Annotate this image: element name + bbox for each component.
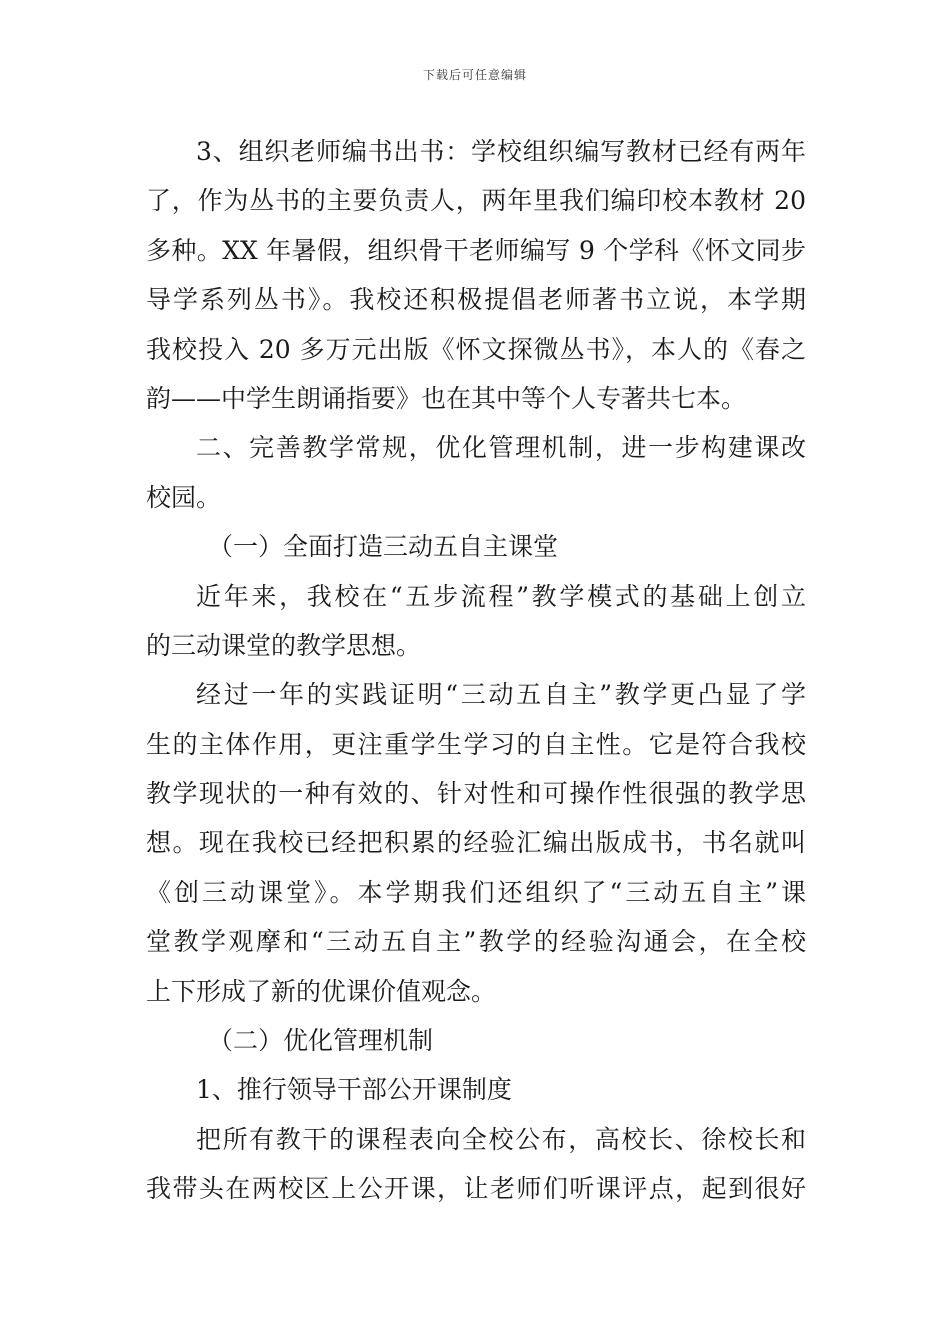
paragraph-line: 我校投入 20 多万元出版《怀文探微丛书》，本人的《春之 bbox=[146, 334, 806, 364]
paragraph-line: 经过一年的实践证明“三动五自主”教学更凸显了学 bbox=[196, 680, 806, 710]
paragraph-line: 韵——中学生朗诵指要》也在其中等个人专著共七本。 bbox=[146, 383, 747, 413]
paragraph-line: 生的主体作用，更注重学生学习的自主性。它是符合我校 bbox=[146, 729, 806, 759]
paragraph-line: 上下形成了新的优课价值观念。 bbox=[146, 976, 497, 1006]
section-heading: 校园。 bbox=[146, 482, 222, 512]
paragraph-line: 导学系列丛书》。我校还积极提倡老师著书立说，本学期 bbox=[146, 285, 806, 315]
document-body bbox=[146, 127, 806, 1214]
paragraph-line: 堂教学观摩和“三动五自主”教学的经验沟通会，在全校 bbox=[146, 927, 806, 957]
paragraph-line: 把所有教干的课程表向全校公布，高校长、徐校长和 bbox=[196, 1124, 806, 1154]
paragraph-line: 《创三动课堂》。本学期我们还组织了“三动五自主”课 bbox=[146, 877, 806, 907]
subsection-heading: （一）全面打造三动五自主课堂 bbox=[208, 532, 559, 562]
paragraph-line: 我带头在两校区上公开课，让老师们听课评点，起到很好 bbox=[146, 1174, 806, 1204]
paragraph-line: 想。现在我校已经把积累的经验汇编出版成书，书名就叫 bbox=[146, 828, 806, 858]
page-header: 下载后可任意编辑 bbox=[422, 68, 527, 82]
paragraph-line: 3、组织老师编书出书：学校组织编写教材已经有两年 bbox=[196, 137, 806, 166]
section-heading: 二、完善教学常规，优化管理机制，进一步构建课改 bbox=[196, 433, 806, 463]
paragraph-line: 了，作为丛书的主要负责人，两年里我们编印校本教材 20 bbox=[146, 186, 806, 216]
list-item-heading: 1、推行领导干部公开课制度 bbox=[196, 1075, 512, 1105]
paragraph-line: 教学现状的一种有效的、针对性和可操作性很强的教学思 bbox=[146, 779, 806, 809]
paragraph-line: 多种。XX 年暑假，组织骨干老师编写 9 个学科《怀文同步 bbox=[146, 235, 806, 265]
subsection-heading: （二）优化管理机制 bbox=[208, 1026, 434, 1056]
paragraph-line: 近年来，我校在“五步流程”教学模式的基础上创立 bbox=[196, 581, 806, 611]
paragraph-line: 的三动课堂的教学思想。 bbox=[146, 630, 422, 660]
